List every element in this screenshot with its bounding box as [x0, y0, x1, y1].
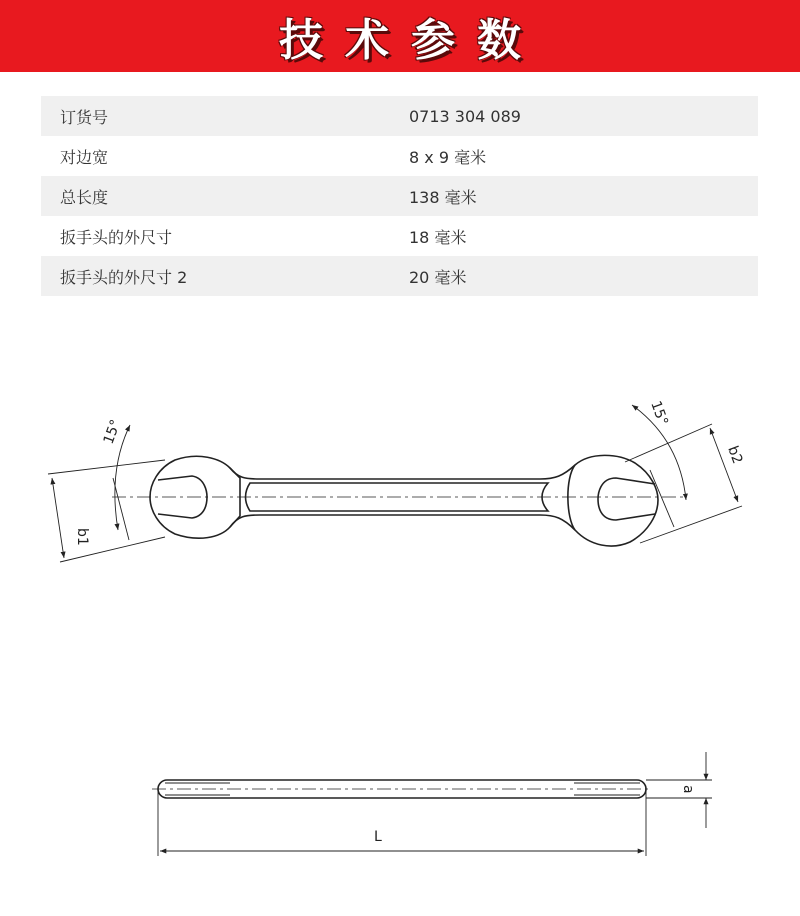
spec-label: 总长度 — [41, 176, 391, 216]
thickness-dimension — [646, 752, 712, 828]
right-wrench-head — [568, 455, 658, 546]
spec-label: 订货号 — [41, 96, 391, 136]
spec-label: 对边宽 — [41, 136, 391, 176]
right-head-dimension — [625, 405, 742, 543]
angle-left-label: 15° — [100, 417, 125, 447]
angle-right-label: 15° — [647, 398, 671, 428]
spec-label: 扳手头的外尺寸 — [41, 216, 391, 256]
spec-value: 20 毫米 — [391, 256, 758, 296]
dim-l-label: L — [374, 829, 382, 845]
dim-a-label: a — [680, 785, 696, 794]
page-title: 技术参数 — [279, 15, 543, 66]
length-dimension — [158, 790, 646, 856]
spec-value: 8 x 9 毫米 — [391, 136, 758, 176]
dim-b1-label: b1 — [74, 528, 90, 546]
spec-value: 138 毫米 — [391, 176, 758, 216]
front-view — [112, 455, 685, 546]
left-head-dimension — [48, 425, 165, 562]
spec-value: 18 毫米 — [391, 216, 758, 256]
spec-label: 扳手头的外尺寸 2 — [41, 256, 391, 296]
dim-b2-label: b2 — [724, 443, 746, 467]
wrench-handle — [230, 465, 575, 530]
spec-value: 0713 304 089 — [391, 96, 758, 136]
side-view — [152, 780, 650, 798]
